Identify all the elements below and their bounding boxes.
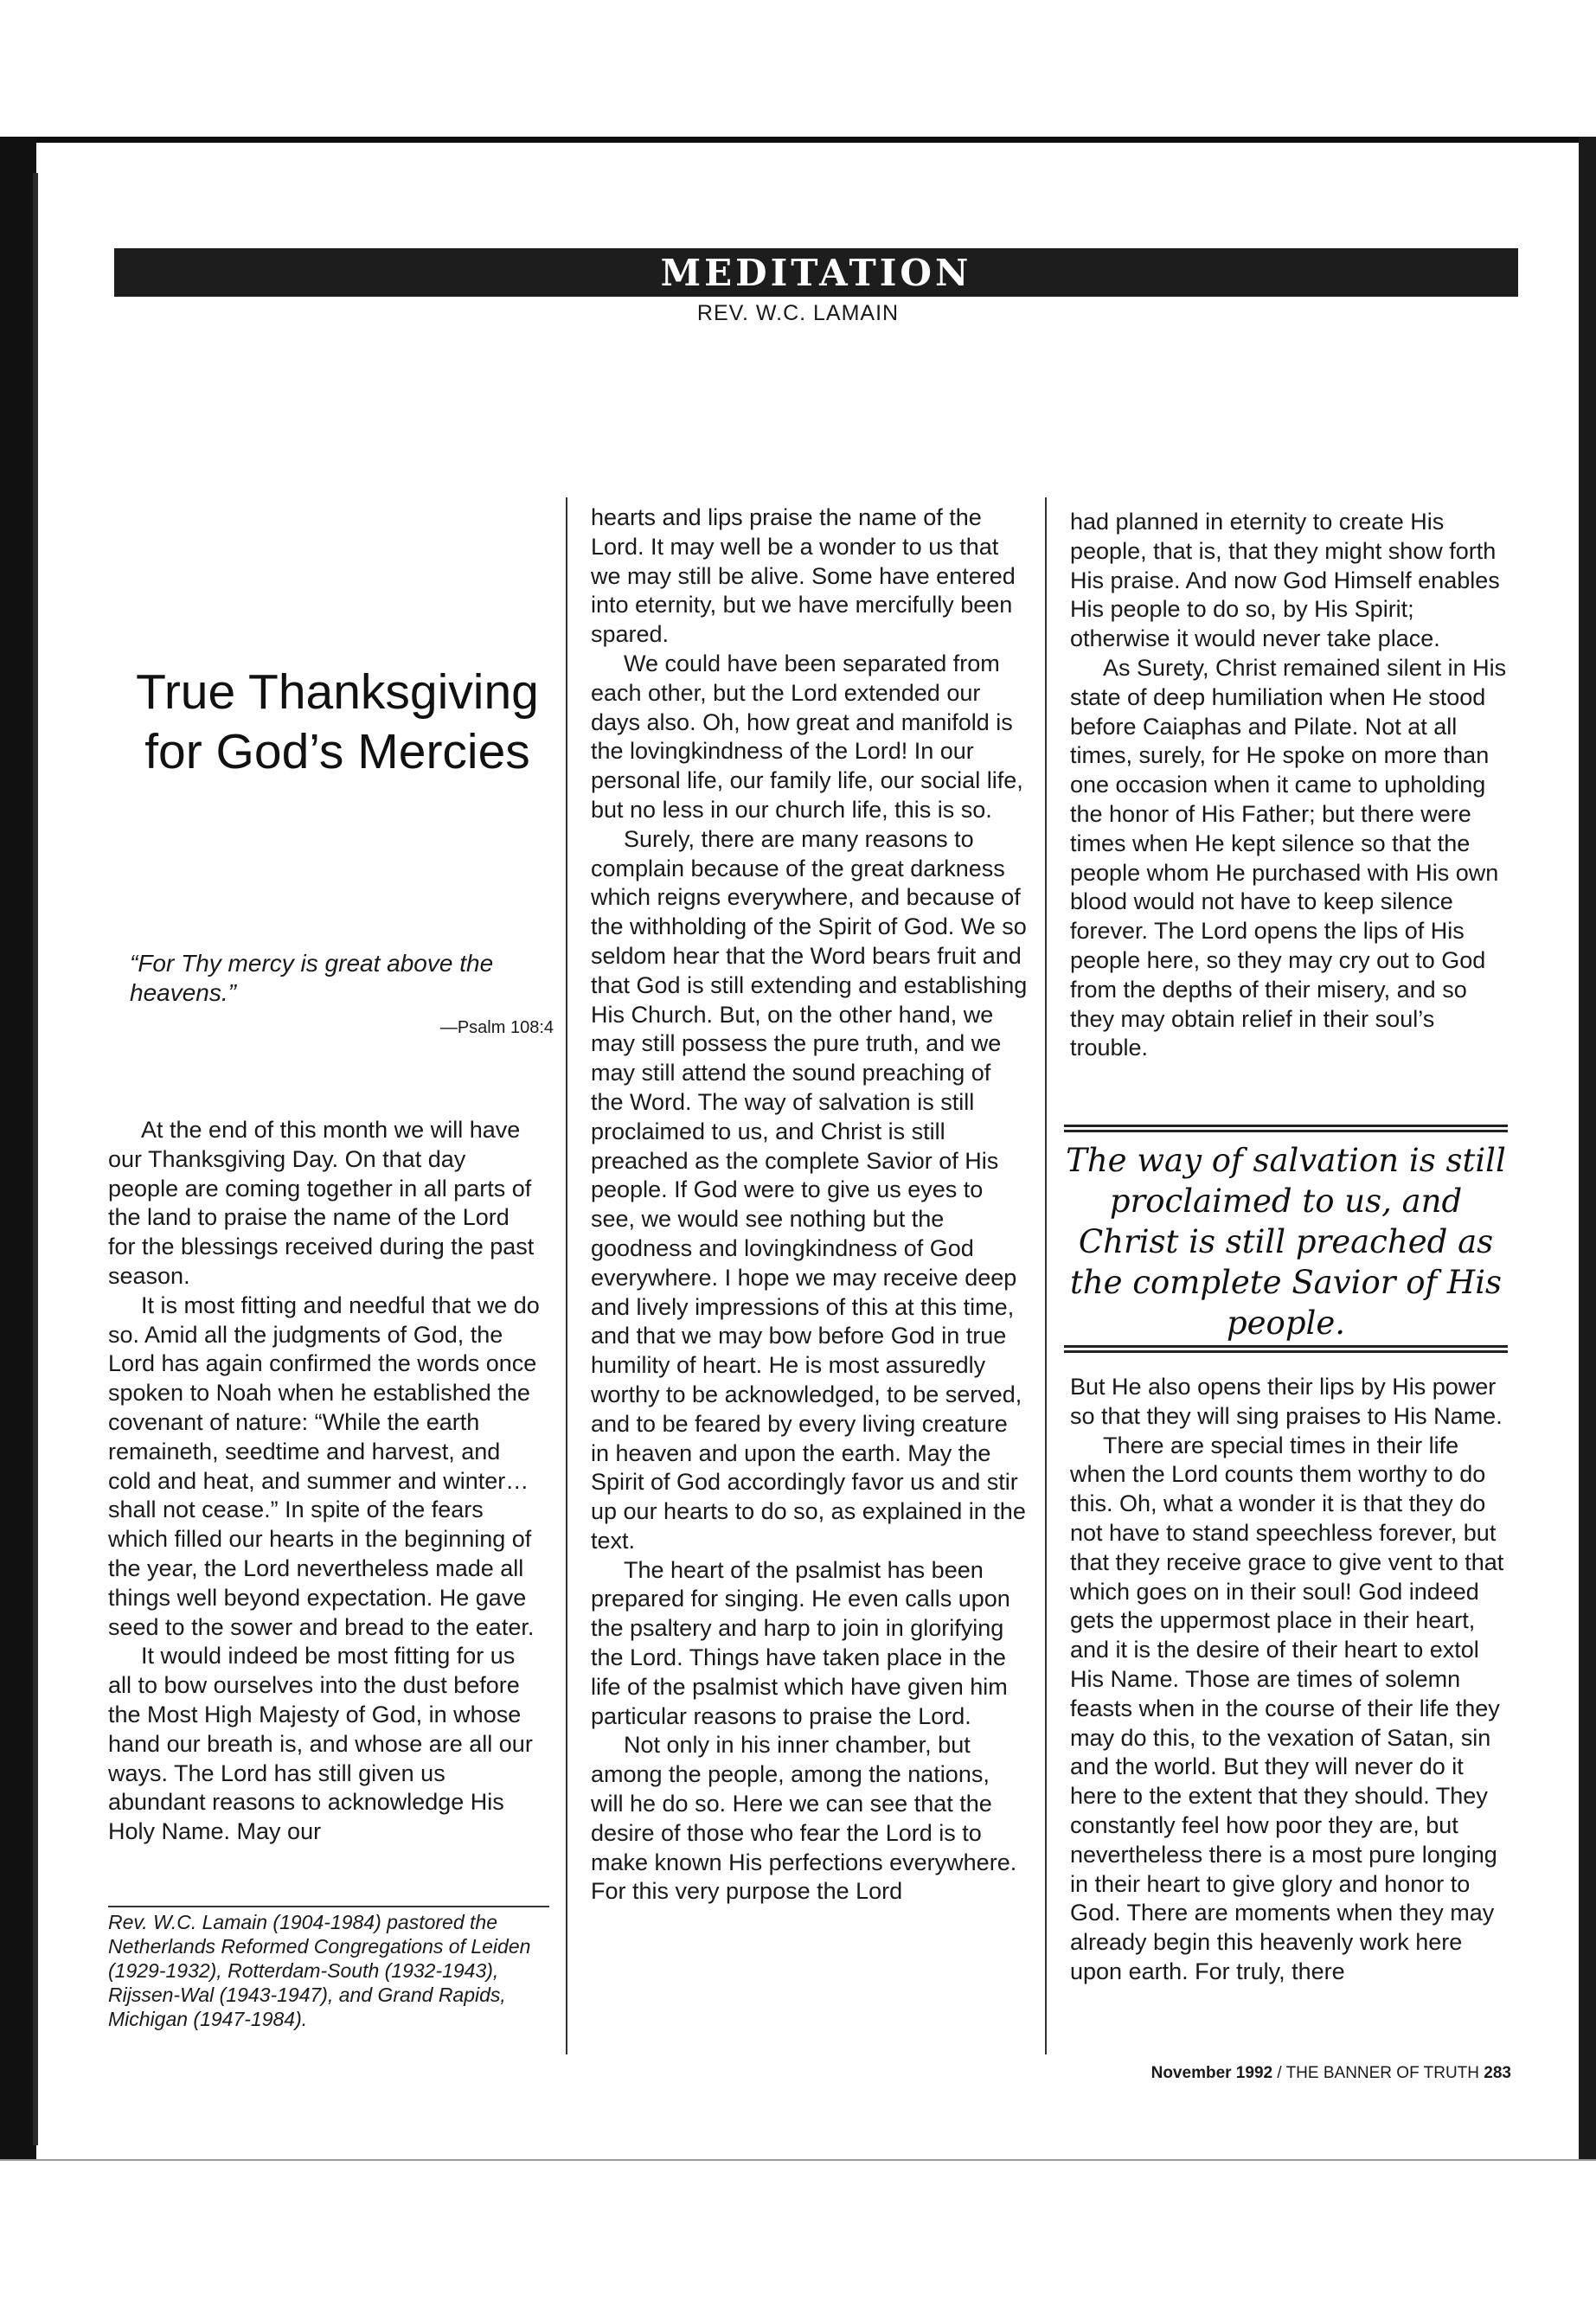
author-note: Rev. W.C. Lamain (1904-1984) pastored the Netherlands Reformed Congregations of Leiden (1929-1932), Rotterdam-South (1932-1943), Rijssen-Wal (1943-1947), and Grand Rapids, Michigan (1947-1984). bbox=[108, 1911, 531, 2030]
column-rule bbox=[566, 497, 567, 2054]
paragraph: As Surety, Christ remained silent in His state of deep humiliation when He stood before Caiaphas and Pilate. Not at all times, surely, for He spoke on more than one occasion when it came to upholding the honor of His Father; but there were times when He kept silence so that the people whom He purchased with His own blood would not have to keep silence forever. The Lord opens the lips of His people here, so they may cry out to God from the depths of their misery, and so they may obtain relief in their soul’s trouble. bbox=[1070, 654, 1507, 1061]
author-byline: REV. W.C. LAMAIN bbox=[696, 301, 900, 325]
column-rule bbox=[1045, 497, 1047, 2054]
paragraph: Surely, there are many reasons to complain because of the great darkness which reigns everywhere, and because of the withholding of the Spirit of God. We so seldom hear that the Word bears fruit and that God is still extending and establishing His Church. But, on the other hand, we may still possess the pure truth, and we may still attend the sound preaching of the Word. The way of salvation is still proclaimed to us, and Christ is still preached as the complete Savior of His people. If God were to give us eyes to see, we would see nothing but the goodness and lovingkindness of God everywhere. I hope we may receive deep and lively impressions of this at this time, and that we may bow before God in true humility of heart. He is most assuredly worthy to be acknowledged, to be served, and to be feared by every living creature in heaven and upon the earth. May the Spirit of God accordingly favor us and stir up our hearts to do so, as explained in the text. bbox=[591, 825, 1028, 1554]
title-line-1: True Thanksgiving bbox=[136, 664, 539, 720]
pull-quote-rule-bottom bbox=[1064, 1345, 1508, 1353]
paragraph: had planned in eternity to create His people, that is, that they might show forth His praise. And now God Himself enables His people to do so, by His Spirit; otherwise it would never take place. bbox=[1070, 509, 1500, 652]
pull-quote-rule-top bbox=[1064, 1125, 1508, 1132]
top-margin bbox=[0, 0, 1596, 143]
paragraph: There are special times in their life when the Lord counts them worthy to do this. Oh, what a wonder it is that they do not have to stand speechless forever, but that they receive grace to give vent to that which goes on in their soul! God indeed gets the uppermost place in their heart, and it is the desire of their heart to extol His Name. Those are times of solemn feasts when in the course of their life they may do this, to the vexation of Satan, sin and the world. But they will never do it here to the extent that they should. They constantly feel how poor they are, but nevertheless there is a most pure longing in their heart to give glory and honor to God. There are moments when they may already begin this heavenly work here upon earth. For truly, there bbox=[1070, 1432, 1504, 1984]
article-title bbox=[130, 663, 545, 782]
paragraph: We could have been separated from each other, but the Lord extended our days also. Oh, how great and manifold is the lovingkindness of the Lord! In our personal life, our family life, our social life, but no less in our church life, this is so. bbox=[591, 650, 1023, 823]
scan-top-edge bbox=[0, 137, 1596, 143]
paragraph: The heart of the psalmist has been prepared for singing. He even calls upon the psaltery and harp to join in glorifying the Lord. Things have taken place in the life of the psalmist which have given him particular reasons to praise the Lord. bbox=[591, 1556, 1010, 1729]
paragraph: Not only in his inner chamber, but among the people, among the nations, will he do so. Here we can see that the desire of those who fear the Lord is to make known His perfections everywhere. For this very purpose the Lord bbox=[591, 1732, 1017, 1905]
bottom-margin bbox=[0, 2161, 1596, 2301]
scan-right-edge bbox=[1579, 137, 1596, 2163]
section-header-bar bbox=[114, 248, 1518, 297]
page-footer bbox=[1038, 2064, 1511, 2083]
epigraph: “For Thy mercy is great above the heavens.” bbox=[130, 950, 494, 1006]
section-title: MEDITATION bbox=[660, 251, 972, 294]
paragraph: It would indeed be most fitting for us all to bow ourselves into the dust before the Most High Majesty of God, in whose hand our breath is, and whose are all our ways. The Lord has still given us abundant reasons to acknowledge His Holy Name. May our bbox=[108, 1643, 533, 1845]
column-1 bbox=[108, 1116, 541, 1847]
magazine-name: / THE BANNER OF TRUTH bbox=[1272, 2064, 1484, 2082]
note-divider bbox=[108, 1906, 549, 1907]
page-number: 283 bbox=[1484, 2064, 1511, 2082]
pull-quote: The way of salvation is still proclaimed to us, and Christ is still preached as the complete Savior of His people. bbox=[1066, 1142, 1506, 1342]
scripture-citation: —Psalm 108:4 bbox=[439, 1018, 554, 1037]
paragraph: hearts and lips praise the name of the Lord. It may well be a wonder to us that we may still be alive. Some have entered into eternity, but we have mercifully been spared. bbox=[591, 504, 1016, 648]
scan-left-edge bbox=[0, 137, 36, 2163]
issue-date: November 1992 bbox=[1151, 2064, 1273, 2082]
title-line-2: for God’s Mercies bbox=[144, 724, 530, 779]
column-3-bottom bbox=[1070, 1373, 1511, 1987]
column-3-top bbox=[1070, 508, 1511, 1063]
column-2 bbox=[591, 503, 1028, 1907]
paragraph: It is most fitting and needful that we do so. Amid all the judgments of God, the Lord has again confirmed the words once spoken to Noah when he established the covenant of nature: “While the earth remaineth, seedtime and harvest, and cold and heat, and summer and winter…shall not cease.” In spite of the fears which filled our hearts in the beginning of the year, the Lord nevertheless made all things well beyond expectation. He gave seed to the sower and bread to the eater. bbox=[108, 1292, 540, 1640]
scan-left-edge-shadow bbox=[33, 173, 38, 2145]
paragraph: At the end of this month we will have our Thanksgiving Day. On that day people are coming together in all parts of the land to praise the name of the Lord for the blessings received during the past season. bbox=[108, 1117, 535, 1289]
paragraph: But He also opens their lips by His power so that they will sing praises to His Name. bbox=[1070, 1374, 1503, 1429]
